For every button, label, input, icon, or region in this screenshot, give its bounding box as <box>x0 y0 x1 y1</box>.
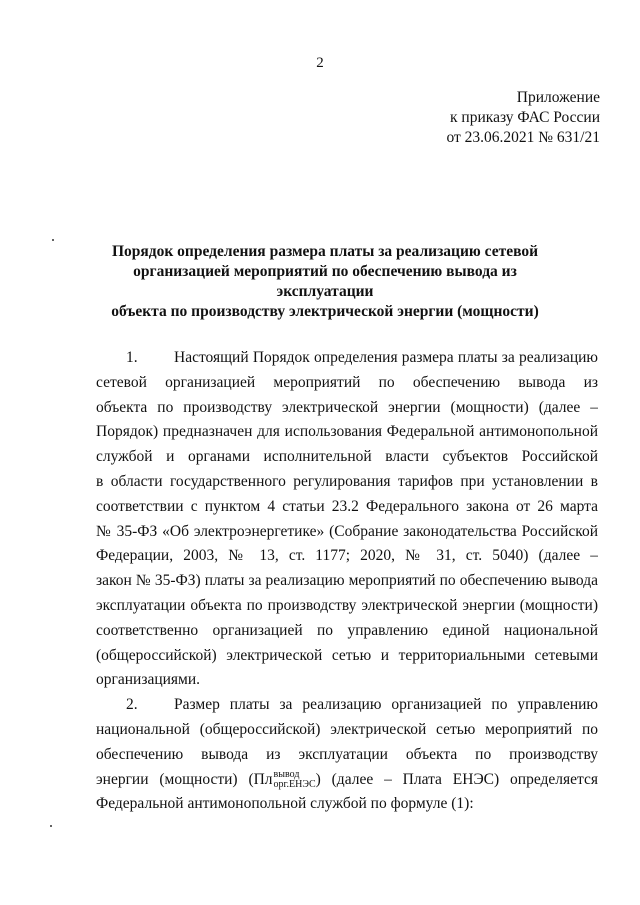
formula-suffix: ) (далее – Плата ЕНЭС) определяется <box>315 770 598 788</box>
paragraph-line: Федерации, 2003, № 13, ст. 1177; 2020, № 31, ст. 5040) (далее – <box>96 547 598 565</box>
paragraph-line: закон № 35-ФЗ) платы за реализацию мероприятий по обеспечению вывода <box>96 572 598 590</box>
page-number: 2 <box>316 55 324 71</box>
title-line: объекта по производству электрической энергии (мощности) <box>111 303 539 320</box>
document-body <box>96 346 598 817</box>
paragraph-line: сетевой организацией мероприятий по обеспечению вывода из <box>96 373 598 391</box>
paragraph-line: эксплуатации объекта по производству электрической энергии (мощности) <box>96 596 598 614</box>
formula-prefix: энергии (мощности) (Пл <box>96 770 273 788</box>
paragraph-line: объекта по производству электрической энергии (мощности) (далее – <box>96 398 598 416</box>
paragraph-line: соответственно организацией по управлению единой национальной <box>96 621 598 639</box>
paragraph-1 <box>96 346 598 693</box>
paragraph-line: Порядок) предназначен для использования Федеральной антимонопольной <box>96 423 598 441</box>
paragraph-number: 1. <box>126 349 138 366</box>
line-text: Размер платы за реализацию организацией по управлению <box>174 696 598 714</box>
paragraph-line: службой и органами исполнительной власти субъектов Российской <box>96 448 598 466</box>
document-title <box>90 242 560 322</box>
formula-sup: вывод <box>273 768 300 780</box>
appendix-line: от 23.06.2021 № 631/21 <box>446 129 600 146</box>
paragraph-line: Федеральной антимонопольной службой по формуле (1): <box>96 795 474 813</box>
paragraph-2 <box>96 693 598 817</box>
formula-sub: орг.ЕНЭС <box>273 778 316 790</box>
paragraph-line: организациями. <box>96 671 201 689</box>
paragraph-line: № 35-ФЗ «Об электроэнергетике» (Собрание законодательства Российской <box>96 522 598 540</box>
line-text: Настоящий Порядок определения размера платы за реализацию <box>174 349 598 366</box>
formula-line <box>96 768 598 793</box>
scan-speck <box>50 825 52 827</box>
paragraph-line: обеспечению вывода из эксплуатации объекта по производству <box>96 745 598 763</box>
paragraph-line: соответствии с пунктом 4 статьи 23.2 Федерального закона от 26 марта <box>96 497 598 515</box>
paragraph-line <box>96 346 598 371</box>
paragraph-line: (общероссийской) электрической сетью и территориальными сетевыми <box>96 646 598 664</box>
title-line: Порядок определения размера платы за реализацию сетевой <box>111 243 539 260</box>
paragraph-number: 2. <box>126 696 138 714</box>
appendix-line: к приказу ФАС России <box>450 109 600 126</box>
scan-speck <box>52 239 54 241</box>
paragraph-line: в области государственного регулирования тарифов при установлении в <box>96 472 598 490</box>
title-line: организацией мероприятий по обеспечению вывода из эксплуатации <box>133 263 517 300</box>
appendix-block <box>446 88 600 148</box>
paragraph-line: национальной (общероссийской) электрической сетью мероприятий по <box>96 720 598 738</box>
appendix-line: Приложение <box>516 89 600 106</box>
formula-indices <box>274 770 316 790</box>
paragraph-line <box>96 693 598 718</box>
